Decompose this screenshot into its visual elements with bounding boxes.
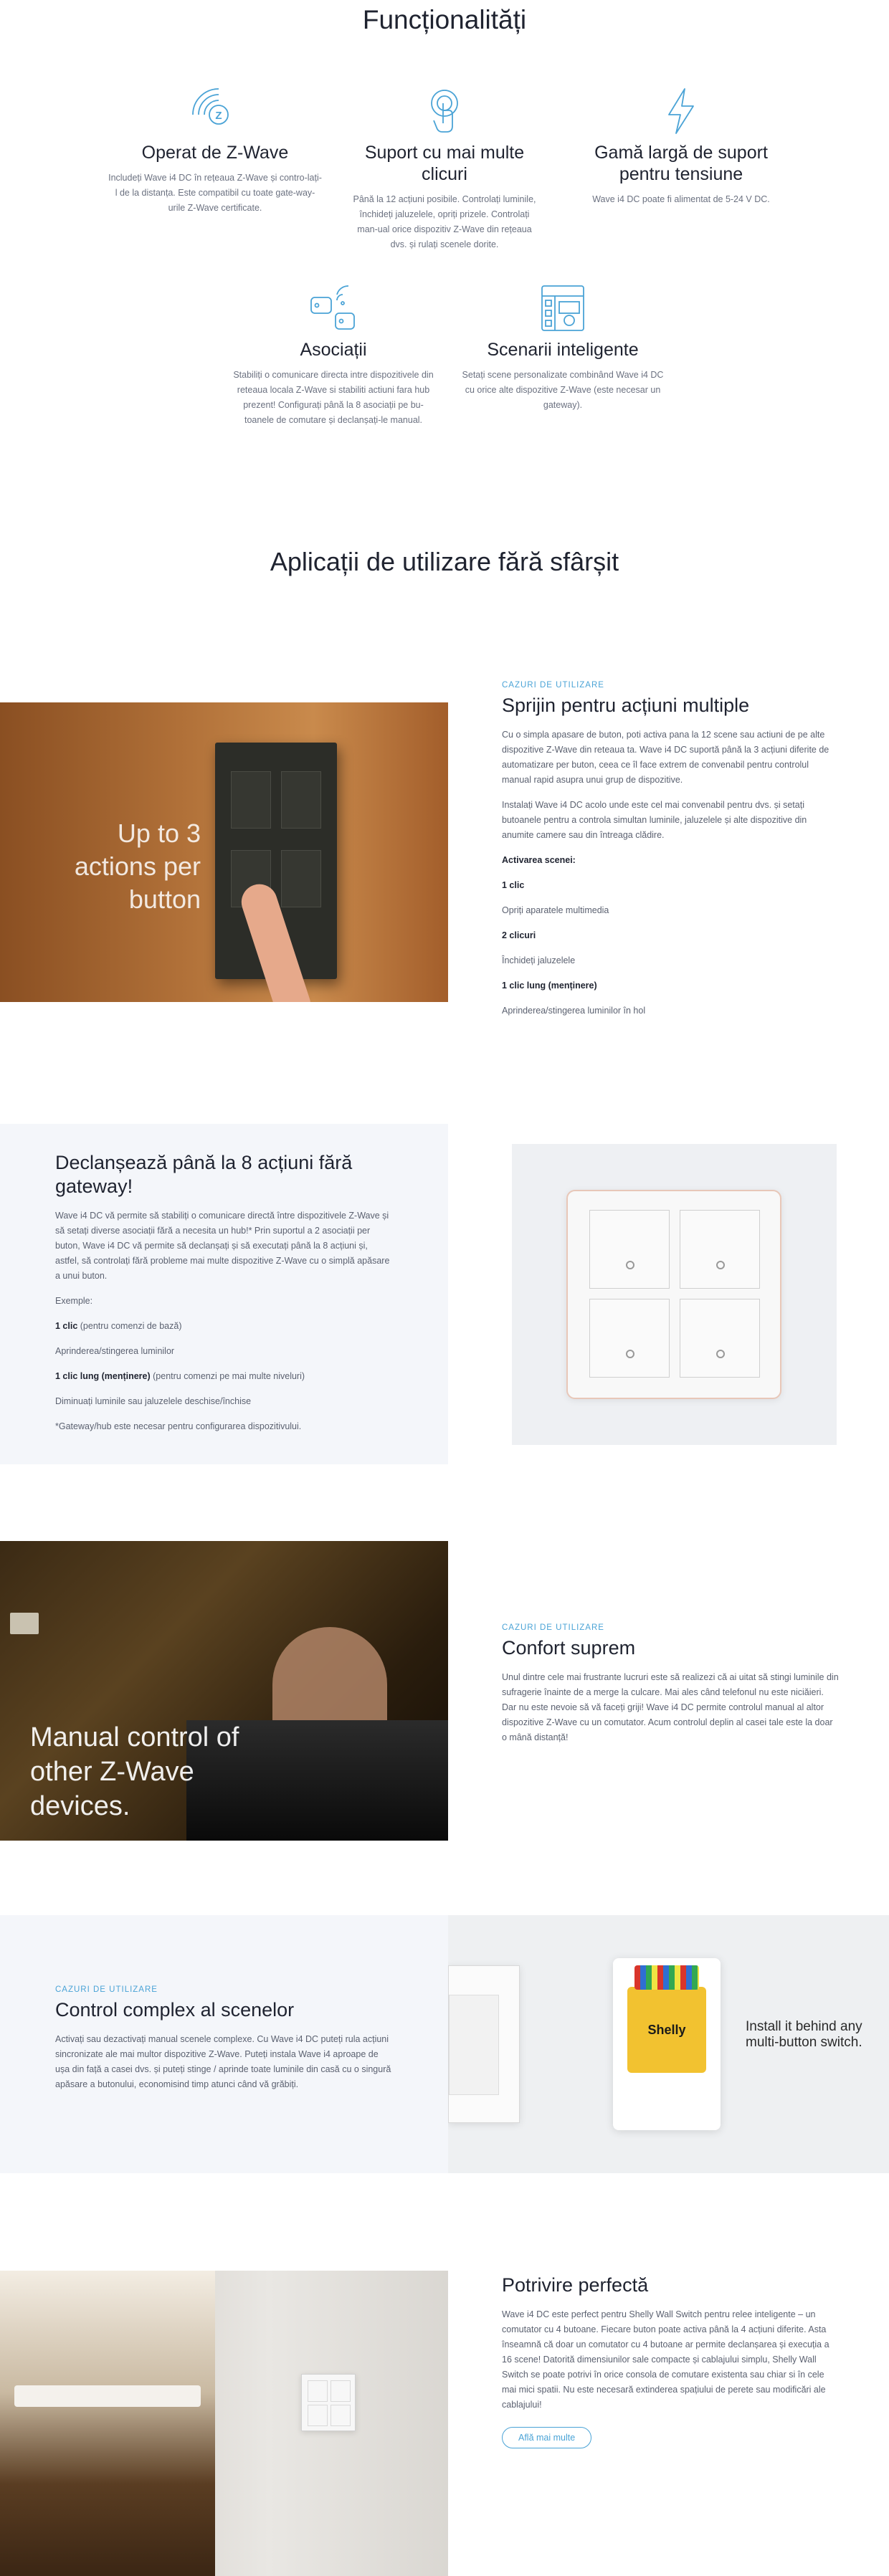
- feature-title: Suport cu mai multe clicuri: [364, 143, 525, 184]
- paragraph: Wave i4 DC este perfect pentru Shelly Wall Switch pentru relee inteligente – un comutator cu 4 butoane. Fiecare buton poate activa până la 4 acțiuni diferite. Asta înseamnă că doar un comutator cu 4 butoane ar permite declanșarea și execuția a 16 scene! Datorită dimensiunilor sale compacte și cablajului simplu, Shelly Wall Switch se poate potrivi în orice consola de comutare existenta sau chiar si în cele mai mici spatii. Nu este necesară extinderea spațiului de perete sau modificări ale cablajului!: [502, 2309, 829, 2410]
- example-1-text: Aprinderea/stingerea luminilor: [55, 1346, 175, 1356]
- action-text: Opriți aparatele multimedia: [502, 905, 609, 915]
- eyebrow: CAZURI DE UTILIZARE: [502, 681, 604, 690]
- scenes-label: Activarea scenei:: [502, 855, 576, 865]
- feature-associations: [229, 283, 437, 428]
- table: [14, 2385, 201, 2407]
- section-multiple-actions: [502, 681, 839, 1019]
- scene-icon: [538, 283, 588, 333]
- section-title: Confort suprem: [502, 1637, 636, 1659]
- interior-image: [0, 2271, 448, 2576]
- dining-room: [0, 2271, 215, 2576]
- section-title: Potrivire perfectă: [502, 2274, 649, 2296]
- wall-switch-image: [0, 702, 448, 1002]
- feature-scenes: [459, 283, 667, 413]
- paragraph: Unul dintre cele mai frustrante lucruri este să realizezi că ai uitat să stingi luminile din sufragerie înainte de a merge la culcare. Mai ales când telefonul nu este niciăieri. Dar nu este nevoie să vă faceți griji! Wave i4 DC permite controlul manual al altor dispozitive Z-Wave cu un comutator. Acum controlul deplin al casei tale este la doar o mână distanță!: [502, 1672, 839, 1742]
- section-perfect-fit: [502, 2274, 839, 2448]
- junction-box: [613, 1958, 721, 2130]
- action-text: Închideți jaluzelele: [502, 955, 576, 965]
- feature-title: Asociații: [300, 340, 367, 360]
- feature-text: Setați scene personalizate combinând Wave i4 DC cu orice alte dispozitive Z-Wave (este necesar un gateway).: [462, 370, 664, 410]
- eyebrow: CAZURI DE UTILIZARE: [55, 1985, 158, 1994]
- paragraph: Cu o simpla apasare de buton, poti activa pana la 12 scene sau actiuni de pe alte dispozitive Z-Wave din reteaua ta. Wave i4 DC suportă până la 3 acțiuni diferite de automatizare per buton, ceea ce îl face extrem de convenabil pentru controlul manual rapid asupra unui grup de dispozitive.: [502, 730, 829, 785]
- feature-title: Gamă largă de suport pentru tensiune: [594, 143, 768, 184]
- example-1: 1 clic (pentru comenzi de bază): [55, 1321, 182, 1331]
- feature-zwave: [108, 86, 323, 216]
- paragraph: Wave i4 DC vă permite să stabiliți o comunicare directă între dispozitivele Z-Wave și să setați diverse asociații fără a necesita un hub!* Prin suportul a 2 asociații per buton, Wave i4 DC vă permite să declanșați și să executați până la 8 acțiuni și, astfel, să controlați fără probleme mai multe dispozitive Z-Wave cu o simplă apăsare a unui buton.: [55, 1211, 390, 1281]
- feature-text: Wave i4 DC poate fi alimentat de 5-24 V DC.: [592, 194, 770, 204]
- touch-icon: [419, 86, 470, 136]
- zwave-icon: [190, 86, 240, 136]
- feature-title: Scenarii inteligente: [487, 340, 639, 360]
- feature-text: Includeți Wave i4 DC în rețeaua Z-Wave și contro-lați-l de la distanța. Este compatibil cu toate gate-way-urile Z-Wave certificate.: [108, 173, 322, 213]
- example-2: 1 clic lung (menținere) (pentru comenzi pe mai multe niveluri): [55, 1371, 305, 1381]
- paragraph: Activați sau dezactivați manual scenele complexe. Cu Wave i4 DC puteți rula acțiuni sincronizate ale mai multor dispozitive Z-Wave. Puteți instala Wave i4 aproape de ușa din față a casei dvs. și puteți stinge / aprinde toate luminile din casă cu o singură apăsare a butonului, economisind timp atunci când vă grăbiți.: [55, 2034, 391, 2089]
- action-label: 1 clic: [502, 880, 525, 890]
- action-label: 2 clicuri: [502, 930, 536, 940]
- section-8-actions-panel: [0, 1124, 448, 1464]
- feature-text: Până la 12 acțiuni posibile. Controlați luminile, închideți jaluzelele, opriți prizele. Controlați man-ual orice dispozitiv Z-Wave din rețeaua dvs. și rulați scenele dorite.: [353, 194, 536, 249]
- switch-plate: [448, 1965, 520, 2123]
- lightning-icon: [656, 86, 706, 136]
- section-title: Sprijin pentru acțiuni multiple: [502, 695, 750, 716]
- bedroom-image: [0, 1541, 448, 1841]
- features-title: Funcționalități: [362, 5, 527, 34]
- shelly-device: [627, 1987, 706, 2073]
- association-icon: [308, 283, 358, 333]
- learn-more-button[interactable]: Află mai multe: [502, 2427, 591, 2448]
- four-button-switch-image: [512, 1144, 837, 1445]
- image-caption: Install it behind any multi-button switch.: [746, 2019, 862, 2050]
- brand-label: Shelly: [647, 2023, 686, 2037]
- section-title: Declanșează până la 8 acțiuni fără gateway!: [55, 1152, 353, 1197]
- applications-title: Aplicații de utilizare fără sfârșit: [270, 547, 619, 576]
- wall-switch: [10, 1613, 39, 1634]
- feature-multiclick: [344, 86, 545, 252]
- examples-label: Exemple:: [55, 1296, 93, 1306]
- section-title: Control complex al scenelor: [55, 1999, 295, 2021]
- section-comfort: [502, 1623, 839, 1745]
- action-text: Aprinderea/stingerea luminilor în hol: [502, 1006, 646, 1016]
- example-2-text: Diminuați luminile sau jaluzelele deschise/închise: [55, 1396, 252, 1406]
- image-caption: Up to 3 actions per button: [74, 819, 201, 914]
- install-behind-switch-image: [448, 1915, 889, 2173]
- feature-title: Operat de Z-Wave: [141, 143, 289, 163]
- eyebrow: CAZURI DE UTILIZARE: [502, 1623, 604, 1632]
- section-complex-scenes-panel: [0, 1915, 448, 2173]
- wall-switch: [301, 2374, 356, 2431]
- wires: [634, 1965, 699, 1990]
- paragraph: Instalați Wave i4 DC acolo unde este cel mai convenabil pentru dvs. și setați butoanele pentru a controla simultan luminile, jaluzelele și alte dispozitive din anumite camere sau din întreaga clădire.: [502, 800, 807, 840]
- feature-voltage: [574, 86, 789, 207]
- footnote: *Gateway/hub este necesar pentru configurarea dispozitivului.: [55, 1421, 302, 1431]
- image-caption: Manual control of other Z-Wave devices.: [30, 1722, 239, 1821]
- feature-text: Stabiliți o comunicare directa intre dispozitivele din reteaua locala Z-Wave si stabiliti actiuni fara hub prezent! Configurați până la 8 asociații pe bu-toanele de comutare și declanșați-le manual.: [233, 370, 434, 425]
- svg-text:Z: Z: [215, 110, 222, 122]
- action-label: 1 clic lung (menținere): [502, 981, 597, 991]
